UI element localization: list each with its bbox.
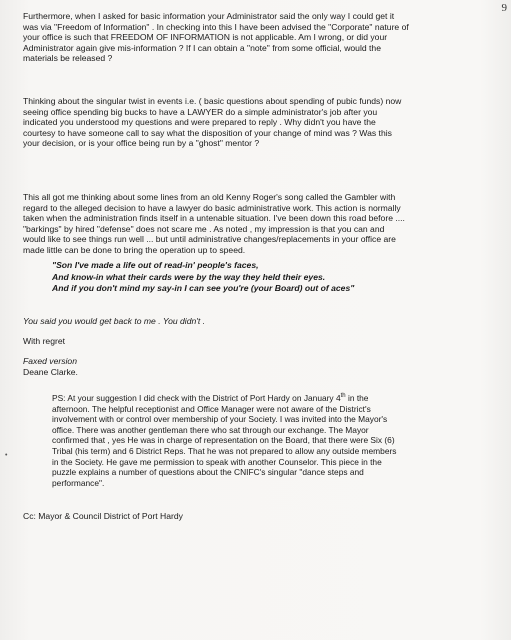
margin-speck: • <box>5 452 8 459</box>
text-line: Administrator again give mis-information ? If I can obtain a "note" from some official, would the <box>23 42 381 53</box>
ps-line: afternoon. The helpful receptionist and Office Manager were not aware of the District's <box>52 403 371 414</box>
text-line: indicated you understood my questions and were prepared to reply . Why didn't you have the <box>23 117 376 127</box>
quote-line: "Son I've made a life out of read-in' people's faces, <box>52 260 259 270</box>
ps-text: PS: At your suggestion I did check with the District of Port Hardy on January 4 <box>52 393 341 403</box>
quote-line: And if you don't mind my say-in I can see you're (your Board) out of aces" <box>52 283 355 293</box>
text-line: materials be released ? <box>23 53 113 63</box>
said-line: You said you would get back to me . You didn't . <box>23 316 206 326</box>
text-line: was via "Freedom of Information" . In checking into this I have been advised the "Corporate" nature of <box>23 21 409 32</box>
text-line: "barkings" by hired "defense" does not scare me . As noted , my impression is that you can and <box>23 223 385 234</box>
text-line: Thinking about the singular twist in events i.e. ( basic questions about spending of pubic funds) now <box>23 96 402 106</box>
page-number-mark: 9 <box>501 2 507 14</box>
ps-first-line <box>52 393 492 404</box>
text-line: courtesy to have someone call to say what the disposition of your change of mind was ? Was this <box>23 127 392 138</box>
ps-line: puzzle explains a number of questions about the CNIFC's singular "dance steps and <box>52 467 364 478</box>
ps-line: in the Society. He gave me permission to speak with another Counselor. This piece in the <box>52 456 382 467</box>
cc-line: Cc: Mayor & Council District of Port Hardy <box>23 511 183 521</box>
ps-line: performance". <box>52 477 105 488</box>
text-line: would like to see things run well ... but until administrative changes/replacements in your office are <box>23 234 396 244</box>
text-line: Furthermore, when I asked for basic information your Administrator said the only way I could get it <box>23 11 395 21</box>
signature-name: Deane Clarke. <box>23 366 78 377</box>
text-line: your decision, or is your office being run by a "ghost" mentor ? <box>23 138 260 148</box>
text-line: seeing office spending big bucks to have a LAWYER do a simple administrator's job after you <box>23 106 378 117</box>
postscript <box>52 393 492 488</box>
quote-line: And know-in what their cards were by the way they held their eyes. <box>52 271 326 282</box>
faxed-label: Faxed version <box>23 356 77 366</box>
ps-line: Tribal (his term) and 6 District Reps. That he was not prepared to allow any outside members <box>52 445 397 456</box>
ps-line: involvement with or control over membership of your Society. I was invited into the Mayor's <box>52 414 388 425</box>
signature-block <box>23 356 78 377</box>
text-line: your office is such that FREEDOM OF INFORMATION is not applicable. Am I wrong, or did your <box>23 32 388 42</box>
paragraph-lawyer-spending <box>23 96 401 149</box>
ps-text: in the <box>345 393 369 403</box>
text-line: taken when the administration finds itself in a untenable situation. I've been down this road before .... <box>23 213 405 223</box>
text-line: regard to the alleged decision to have a lawyer do basic administrative work. This action is normally <box>23 202 401 213</box>
paragraph-freedom-of-information <box>23 11 409 64</box>
ps-line: confirmed that , yes He was in charge of representation on the Board, that there were Six (6) <box>52 435 395 446</box>
text-line: made little can be done to bring the operation up to speed. <box>23 244 246 255</box>
ps-superscript: th <box>340 393 346 400</box>
text-line: This all got me thinking about some lines from an old Kenny Roger's song called the Gambler with <box>23 192 396 202</box>
ps-line: office. There was another gentleman there who sat through our exchange. The Mayor <box>52 424 369 435</box>
closing: With regret <box>23 336 66 346</box>
song-quote <box>52 260 354 295</box>
paragraph-gambler-song <box>23 192 405 255</box>
